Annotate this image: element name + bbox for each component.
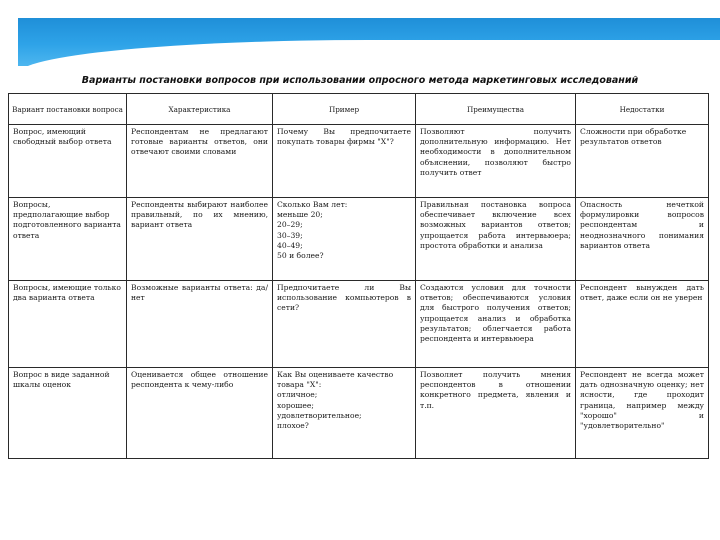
cell-text: Предпочитаете ли Вы использование компьютеров в сети? xyxy=(277,283,411,313)
header-characteristic: Характеристика xyxy=(127,94,273,125)
cell-text: Вопросы, предполагающие выбор подготовленного варианта ответа xyxy=(13,200,121,240)
cell-text: Правильная постановка вопроса обеспечивает включение всех возможных вариантов ответов; упрощается работа интервьюера; простота обработки и анализа xyxy=(420,200,571,250)
header-advantages: Преимущества xyxy=(416,94,576,125)
cell-variant xyxy=(9,125,127,198)
cell-example xyxy=(273,368,416,459)
cell-advantages xyxy=(416,198,576,281)
cell-text: Вопросы, имеющие только два варианта ответа xyxy=(13,283,121,303)
cell-advantages xyxy=(416,125,576,198)
cell-disadvantages xyxy=(576,281,709,368)
cell-text: Респондент не всегда может дать однозначную оценку; нет ясности, где проходит граница, например между "хорошо" и "удовлетворительно" xyxy=(580,370,704,431)
cell-characteristic xyxy=(127,198,273,281)
cell-variant xyxy=(9,281,127,368)
cell-text: Позволяет получить мнения респондентов в отношении конкретного предмета, явления и т.п. xyxy=(420,370,571,410)
cell-text: Респонденты выбирают наиболее правильный, по их мнению, вариант ответа xyxy=(131,200,268,230)
cell-characteristic xyxy=(127,368,273,459)
cell-text: Респондент вынужден дать ответ, даже если он не уверен xyxy=(580,283,704,303)
cell-advantages xyxy=(416,368,576,459)
cell-example xyxy=(273,125,416,198)
cell-text: Опасность нечеткой формулировки вопросов респондентам и неоднозначного понимания вариантов ответа xyxy=(580,200,704,250)
header-disadvantages: Недостатки xyxy=(576,94,709,125)
cell-disadvantages xyxy=(576,125,709,198)
cell-text: Почему Вы предпочитаете покупать товары фирмы "X"? xyxy=(277,127,411,147)
cell-text: Возможные варианты ответа: да/нет xyxy=(131,283,268,303)
questions-table xyxy=(8,93,709,459)
cell-text: Сколько Вам лет: меньше 20; 20–29; 30–39; 40–49; 50 и более? xyxy=(277,200,348,261)
header-example: Пример xyxy=(273,94,416,125)
table-row xyxy=(9,125,709,198)
cell-example xyxy=(273,198,416,281)
cell-characteristic xyxy=(127,125,273,198)
table-header-row xyxy=(9,94,709,125)
table-row xyxy=(9,281,709,368)
cell-variant xyxy=(9,368,127,459)
document-title: Варианты постановки вопросов при использовании опросного метода маркетинговых исследований xyxy=(81,75,639,86)
cell-disadvantages xyxy=(576,198,709,281)
cell-characteristic xyxy=(127,281,273,368)
cell-disadvantages xyxy=(576,368,709,459)
cell-variant xyxy=(9,198,127,281)
cell-text: Оценивается общее отношение респондента к чему-либо xyxy=(131,370,268,390)
cell-text: Респондентам не предлагают готовые варианты ответов, они отвечают своими словами xyxy=(131,127,268,157)
cell-text: Сложности при обработке результатов ответов xyxy=(580,127,687,147)
cell-example xyxy=(273,281,416,368)
cell-text: Создаются условия для точности ответов; обеспечиваются условия для быстрого получения ответов; упрощается анализ и обработка результатов; облегчается работа респондента и интервьюера xyxy=(420,283,571,344)
header-variant: Вариант постановки вопроса xyxy=(9,94,127,125)
cell-text: Вопрос, имеющий свободный выбор ответа xyxy=(13,127,112,147)
cell-text: Как Вы оцениваете качество товара "X": отличное; хорошее; удовлетворительное; плохое? xyxy=(277,370,394,431)
cell-text: Позволяют получить дополнительную информацию. Нет необходимости в дополнительном объяснении, позволяют быстро получить ответ xyxy=(420,127,571,177)
cell-advantages xyxy=(416,281,576,368)
table-row xyxy=(9,198,709,281)
cell-text: Вопрос в виде заданной шкалы оценок xyxy=(13,370,110,390)
table-row xyxy=(9,368,709,459)
